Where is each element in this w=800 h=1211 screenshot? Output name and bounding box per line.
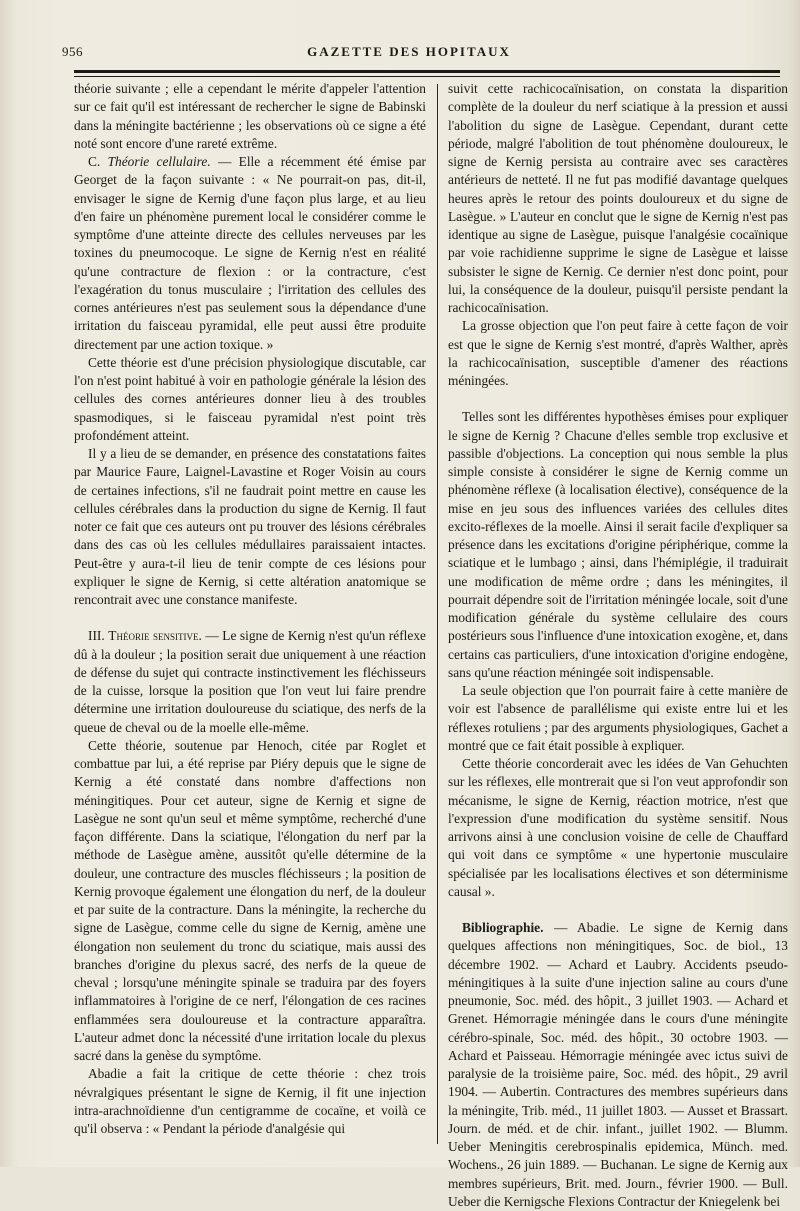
section-number: III. [88,628,105,644]
bibliography-heading: Bibliographie. [462,920,544,935]
paragraph-lead: — Elle a récemment été émise par [217,154,427,169]
column-divider [437,84,438,1144]
journal-title: GAZETTE DES HOPITAUX [307,44,511,59]
paragraph: Abadie a fait la critique de cette théorie : chez trois névralgiques présentant le signe de Kernig, il fit une injection intra-arachnoïdienne d'un centigramme de cocaïne, et voilà ce qu'il observa : « Pendant la période d'analgésie qui [74,1066,426,1136]
paragraph-text: Georget de la façon suivante : « Ne pourrait-on pas, dit-il, envisager le signe de Kernig d'une façon plus large, et au lieu d'en faire un phénomène purement local le considérer comme le symptôme d'une atteinte directe des cellules nerveuses par les toxines du pneumocoque. Le signe de Kernig n'est en réalité qu'une contracture de flexion : or la contracture, c'est l'exagération du tonus musculaire ; l'irritation des cellules des cornes antérieures n'est pas seulement sous la dépendance d'une irritation du faisceau pyramidal, elle peut aussi être produite directement par une action toxique. » [74,172,426,352]
paragraph: suivit cette rachicocaïnisation, on constata la disparition complète de la douleur du nerf sciatique à la pression et aussi l'abolition du signe de Lasègue. Cependant, durant cette période, malgré l'abolition de tout phénomène douloureux, le signe de Kernig persista au contraire avec ses caractères antérieurs de netteté. Il ne fut pas modifié davantage quelques heures après le retour des points douloureux et du signe de Lasègue. » L'auteur en conclut que le signe de Kernig n'est pas identique au signe de Lasègue, puisque l'analgésie cocaïnique par voie rachidienne supprime le signe de Lasègue et laisse subsister le signe de Kernig. Ce dernier n'est donc point, pour lui, la conséquence de la douleur, puisqu'il persiste pendant la rachicocaïnisation. [448,81,788,315]
left-column [74,80,426,1138]
paragraph: La seule objection que l'on pourrait faire à cette manière de voir est l'absence de parallélisme qui existe entre lui et les réflexes rotuliens ; par des arguments physiologiques, Gachet a montré que ce fait était possible à expliquer. [448,683,788,753]
paragraph: Cette théorie, soutenue par Henoch, citée par Roglet et combattue par lui, a été reprise par Piéry depuis que le signe de Kernig a été constaté dans nombre d'affections non méningitiques. Pour cet auteur, signe de Kernig et signe de Lasègue ne sont qu'un seul et même symptôme, recherché d'une façon différente. Dans la sciatique, l'élongation du nerf par la méthode de Lasègue amène, aussitôt qu'elle détermine de la douleur, une contracture des muscles fléchisseurs ; la position de Kernig provoque également une élongation du nerf, de la douleur et par suite de la contracture. Dans la méningite, la recherche du signe de Lasègue, comme celle du signe de Kernig, amène une élongation non seulement du tronc du sciatique, mais aussi des branches d'origine du plexus sacré, des nerfs de la queue de cheval ; lorsqu'une méningite spinale se traduira par des foyers inflammatoires à l'origine de ce nerf, l'élongation de ces racines enflammées sera douloureuse et la contracture apparaîtra. L'auteur admet donc la nécessité d'une irritation locale du plexus sacré dans la genèse du symptôme. [74,737,426,1063]
page-header [62,44,756,64]
page-number: 956 [62,44,83,59]
paragraph: Il y a lieu de se demander, en présence des constatations faites par Maurice Faure, Laignel-Lavastine et Roger Voisin au cours de certaines infections, s'il ne faudrait point mettre en cause les cellules cérébrales dans la production du signe de Kernig. Il faut noter ce fait que ces auteurs ont pu trouver des lésions cérébrales dans des cas où les cellules médullaires paraissaient intactes. Peut-être y aura-t-il lieu de tenir compte de ces lésions pour expliquer le signe de Kernig, si cette altération anatomique se rencontrait avec une constance manifeste. [74,446,426,607]
paragraph: Cette théorie concorderait avec les idées de Van Gehuchten sur les réflexes, elle montrerait que si l'on veut approfondir son mécanisme, le signe de Kernig, réaction motrice, n'est que l'expression d'une modification du système sensitif. Nous arrivons ainsi à une conclusion voisine de celle de Chauffard qui voit dans ce symptôme « une hypertonie musculaire spécialisée par les localisations électives et son déterminisme causal ». [448,756,788,899]
header-rule-thin [74,76,780,77]
paragraph: Telles sont les différentes hypothèses émises pour expliquer le signe de Kernig ? Chacune d'elles semble trop exclusive et passible d'objections. La conception qui nous semble la plus simple consiste à considérer le signe de Kernig comme un phénomène réflexe (à localisation élective), conséquence de la mise en jeu sous des influences variées des cellules dites excito-réflexes de la moelle. Ainsi il serait facile d'expliquer sa présence dans les excitations d'origine périphérique, comme la sciatique et le lumbago ; ainsi, dans l'hémiplégie, il traduirait une modification de même ordre ; dans les méningites, il pourrait dépendre soit de l'irritation méningée locale, soit d'une modification générale du système cellulaire des cours postérieurs sous l'influence d'une intoxication exogène, et, dans certains cas particuliers, d'une intoxication d'origine endogène, sans qu'une réaction méningée soit indispensable. [448,409,788,680]
paragraph-sensitive-theory [74,627,426,737]
section-letter: C. [88,154,101,169]
right-column [448,80,788,1211]
paragraph: La grosse objection que l'on peut faire à cette façon de voir est que le signe de Kernig s'est montré, d'après Walther, après la rachicocaïnisation, susceptible d'amener des réactions méningées. [448,318,788,388]
paragraph-cellular-theory [74,153,426,354]
section-title: Théorie cellulaire. [107,154,211,169]
section-title: Théorie sensitive. [108,628,202,644]
header-rule-thick [74,70,780,73]
paragraph: Cette théorie est d'une précision physiologique discutable, car l'on n'est point habitué à voir en pathologie générale la lésion des cellules des cornes antérieures donner lieu à des troubles spasmodiques, si le faisceau pyramidal n'est point très profondément atteint. [74,354,426,443]
paragraph: théorie suivante ; elle a cependant le mérite d'appeler l'attention sur ce fait qu'il est intéressant de rechercher le signe de Babinski dans la méningite bactérienne ; les observations où ce signe a été noté sont encore d'une rareté extrême. [74,81,426,151]
paragraph-text: — Le signe de Kernig n'est qu'un réflexe dû à la douleur ; la position serait due uniquement à une réaction de défense du sujet qui contracte instinctivement les fléchisseurs de la cuisse, lorsque la position que l'on veut lui faire prendre détermine une irritation douloureuse du sciatique, des nerfs de la queue de cheval ou de la moelle elle-même. [74,628,426,735]
bibliography [448,919,788,1211]
bibliography-text: — Abadie. Le signe de Kernig dans quelques affections non méningitiques, Soc. de biol., 13 décembre 1902. — Achard et Laubry. Accidents pseudo-méningitiques à la suite d'une injection saline au cours d'une pneumonie, Soc. méd. des hôpit., 3 juillet 1903. — Achard et Grenet. Hémorragie méningée dans le cours d'une méningite cérébro-spinale, Soc. méd. des hôpit., 30 octobre 1903. — Achard et Paisseau. Hémorragie méningée avec ictus suivi de paralysie de la troisième paire, Soc. méd. des hôpit., 29 avril 1904. — Aubertin. Contractures des membres supérieurs dans la méningite, Trib. méd., 11 juillet 1803. — Ausset et Brassart. Journ. de méd. et de chir. infant., juillet 1902. — Blumm. Ueber Meningitis cerebrospinalis epidemica, Münch. med. Wochens., 26 juin 1889. — Buchanan. Le signe de Kernig aux membres supérieurs, Brit. med. Journ., février 1900. — Bull. Ueber die Kernigsche Flexions Contractur der Kniegelenk bei [448,920,788,1209]
